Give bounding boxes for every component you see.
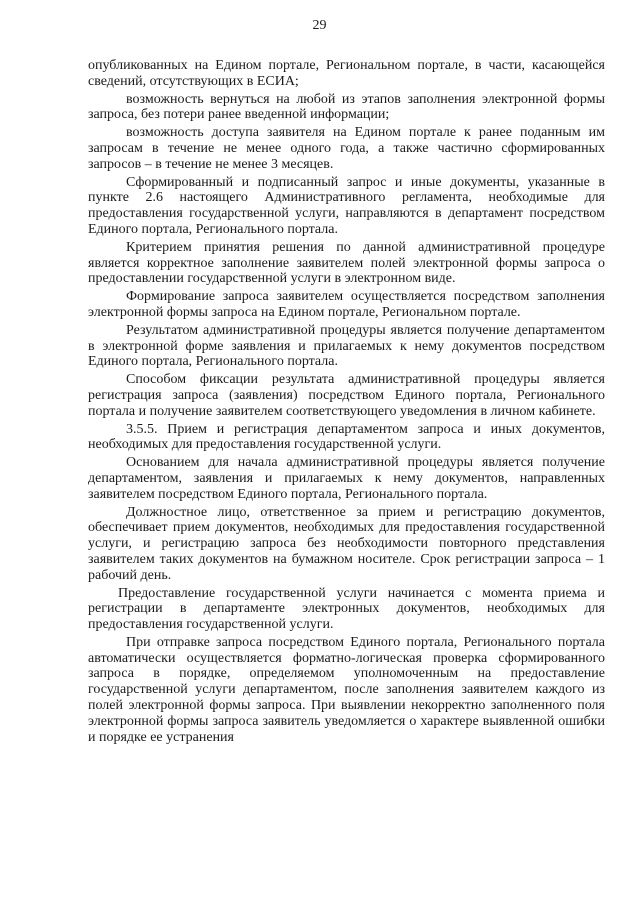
paragraph: Должностное лицо, ответственное за прием и регистрацию документов, обеспечивает прием документов, необходимых для предоставления государственной услуги, и регистрацию запроса без необходимости повторного представления заявителем таких документов на бумажном носителе. Срок регистрации запроса – 1 рабочий день.	[88, 504, 605, 583]
section-heading-3-5-5: 3.5.5. Прием и регистрация департаментом запроса и иных документов, необходимых для предоставления государственной услуги.	[88, 421, 605, 453]
document-body	[88, 58, 605, 747]
paragraph: Критерием принятия решения по данной административной процедуре является корректное заполнение заявителем полей электронной формы запроса о предоставлении государственной услуги в электронном виде.	[88, 239, 605, 287]
paragraph: Формирование запроса заявителем осуществляется посредством заполнения электронной формы запроса на Едином портале, Региональном портале.	[88, 289, 605, 320]
paragraph-list-item: возможность доступа заявителя на Едином портале к ранее поданным им запросам в течение не менее одного года, а также частично сформированных запросов – в течение не менее 3 месяцев.	[88, 125, 605, 172]
paragraph: При отправке запроса посредством Единого портала, Регионального портала автоматически осуществляется форматно-логическая проверка сформированного запроса в порядке, определяемом уполномоченным на предоставление государственной услуги департаментом, после заполнения заявителем каждого из полей электронной формы запроса. При выявлении некорректно заполненного поля электронной формы запроса заявитель уведомляется о характере выявленной ошибки и порядке ее устранения	[88, 634, 605, 745]
paragraph: Результатом административной процедуры является получение департаментом в электронной форме заявления и прилагаемых к нему документов посредством Единого портала, Регионального портала.	[88, 322, 605, 370]
paragraph-list-item: возможность вернуться на любой из этапов заполнения электронной формы запроса, без потери ранее введенной информации;	[88, 91, 605, 123]
paragraph: Основанием для начала административной процедуры является получение департаментом, заявления и прилагаемых к нему документов, направленных заявителем посредством Единого портала, Регионального портала.	[88, 455, 605, 502]
page-number: 29	[312, 18, 327, 33]
paragraph: Сформированный и подписанный запрос и иные документы, указанные в пункте 2.6 настоящего Административного регламента, необходимые для предоставления государственной услуги, направляются в департамент посредством Единого портала, Регионального портала.	[88, 174, 605, 237]
paragraph-continuation: опубликованных на Едином портале, Региональном портале, в части, касающейся сведений, отсутствующих в ЕСИА;	[88, 58, 605, 89]
paragraph: Предоставление государственной услуги начинается с момента приема и регистрации в департаменте электронных документов, необходимых для предоставления государственной услуги.	[88, 585, 605, 633]
paragraph: Способом фиксации результата административной процедуры является регистрация запроса (заявления) посредством Единого портала, Регионального портала и получение заявителем соответствующего уведомления в личном кабинете.	[88, 372, 605, 419]
